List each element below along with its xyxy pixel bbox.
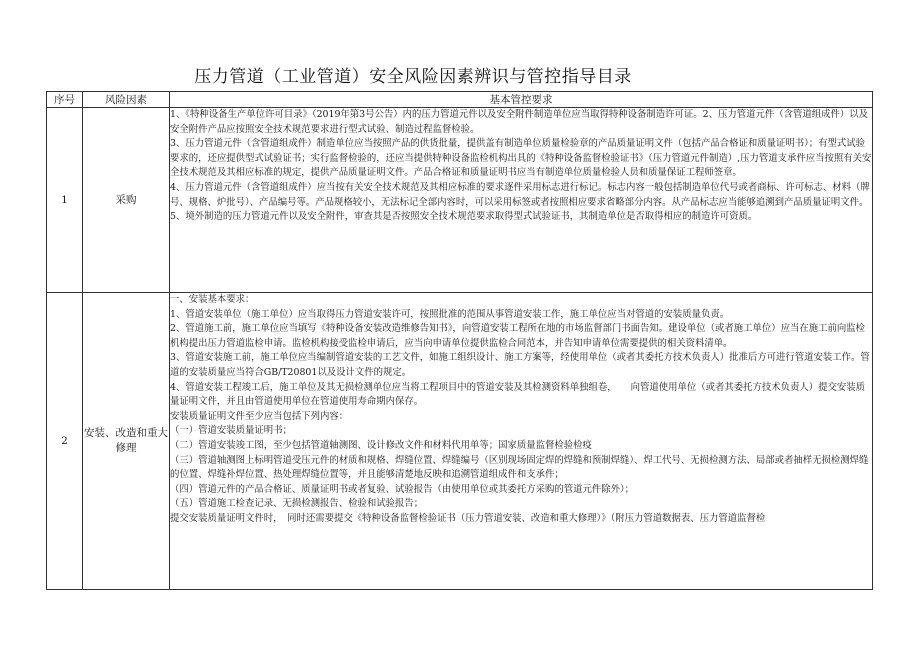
requirement-paragraph: 2、管道施工前，施工单位应当填写《特种设备安装改造维修告知书》，向管道安装工程所在地的市场监督部门书面告知。建设单位（或者施工单位）应当在施工前向监检机构提出压力管道监检申请。监检机构接受监检申请后，应当向申请单位提供监检合同范本，并告知申请单位需要提供的相关资料清单。 <box>170 323 866 349</box>
header-no: 序号 <box>47 92 83 108</box>
control-requirements <box>170 108 873 293</box>
requirement-paragraph: 4、管道安装工程竣工后，施工单位及其无损检测单位应当将工程项目中的管道安装及其检测资料单独组卷， 向管道使用单位（或者其委托方技术负责人）提交安装质量证明文件，并且由管道使用单位在管道使用寿命期内保存。 <box>170 381 866 408</box>
requirement-paragraph: 提交安装质量证明文件时， 同时还需要提交《特种设备监督检验证书（压力管道安装、改造和重大修理）》（附压力管道数据表、压力管道监督检 <box>170 512 766 524</box>
requirement-paragraph: 安装质量证明文件至少应当包括下列内容： <box>170 410 349 422</box>
requirement-paragraph: 1、《特种设备生产单位许可目录》（2019年第3号公告）内的压力管道元件以及安全附件制造单位应当取得特种设备制造许可证。2、压力管道元件（含管道组成件）以及安全附件产品应按照安全技术规范要求进行型式试验、制造过程监督检验。 <box>170 109 868 135</box>
requirement-paragraph: 4、压力管道元件（含管道组成件）应当按有关安全技术规范及其相应标准的要求逐件采用标志进行标记。标志内容一般包括制造单位代号或者商标、许可标志、材料（牌号、规格、炉批号）、产品编号等。产品规格较小，无法标记全部内容时，可以采用标签或者按照相应要求省略部分内容。从产品标志应当能够追溯到产品质量证明文件。 <box>170 181 870 208</box>
requirement-paragraph: 1、管道安装单位（施工单位）应当取得压力管道安装许可，按照批准的范围从事管道安装工作，施工单位应当对管道的安装质量负责。 <box>170 308 730 320</box>
table-header-row <box>47 92 873 108</box>
page-title: 压力管道（工业管道）安全风险因素辨识与管控指导目录 <box>194 67 632 87</box>
risk-factor: 安装、改造和重大修理 <box>83 293 170 590</box>
requirement-paragraph: （三）管道轴测图上标明管道受压元件的材质和规格、焊缝位置、焊缝编号（区别现场固定焊的焊缝和预制焊缝）、焊工代号、无损检测方法、局部或者抽样无损检测焊缝的位置、焊缝补焊位置、热处理焊缝位置等，并且能够清楚地反映和追溯管道组成件和支承件； <box>170 454 869 481</box>
table-row <box>47 108 873 293</box>
control-requirements <box>170 293 873 590</box>
requirement-paragraph: 一、安装基本要求： <box>170 294 255 305</box>
header-risk: 风险因素 <box>83 92 170 108</box>
requirement-paragraph: （五）管道施工检查记录、无损检测报告、检验和试验报告； <box>170 498 424 510</box>
risk-factor: 采购 <box>83 108 170 293</box>
table-row <box>47 293 873 590</box>
requirement-paragraph: （四）管道元件的产品合格证、质量证明书或者复验、试验报告（由使用单位或其委托方采购的管道元件除外）； <box>170 483 635 495</box>
header-requirements: 基本管控要求 <box>170 92 873 108</box>
requirement-paragraph: （二）管道安装竣工图，至少包括管道轴测图、设计修改文件和材料代用单等；国家质量监督检验检疫 <box>170 439 592 451</box>
requirement-paragraph: 5、境外制造的压力管道元件以及安全附件，审查其是否按照安全技术规范要求取得型式试验证书，其制造单位是否取得相应的制造许可资质。 <box>170 211 758 223</box>
requirement-paragraph: （一）管道安装质量证明书； <box>170 425 292 437</box>
row-number: 1 <box>47 108 83 293</box>
row-number: 2 <box>47 293 83 590</box>
risk-table <box>46 91 873 590</box>
requirement-paragraph: 3、管道安装施工前，施工单位应当编制管道安装的工艺文件，如施工组织设计、施工方案等，经使用单位（或者其委托方技术负责人）批准后方可进行管道安装工作。管道的安装质量应当符合GB/T20801以及设计文件的规定。 <box>170 352 870 378</box>
requirement-paragraph: 3、压力管道元件（含管道组成件）制造单位应当按照产品的供货批量，提供盖有制造单位质量检验章的产品质量证明文件（包括产品合格证和质量证明书）；有型式试验要求的，还应提供型式试验证书；实行监督检验的，还应当提供特种设备监检机构出具的《特种设备监督检验证书》（压力管道元件制造）,压力管道支承件应当按照有关安全技术规范及其相应标准的规定，提供产品质量证明文件。产品合格证和质量证明书应当有制造单位质量检验人员和质量保证工程师签章。 <box>170 138 872 179</box>
